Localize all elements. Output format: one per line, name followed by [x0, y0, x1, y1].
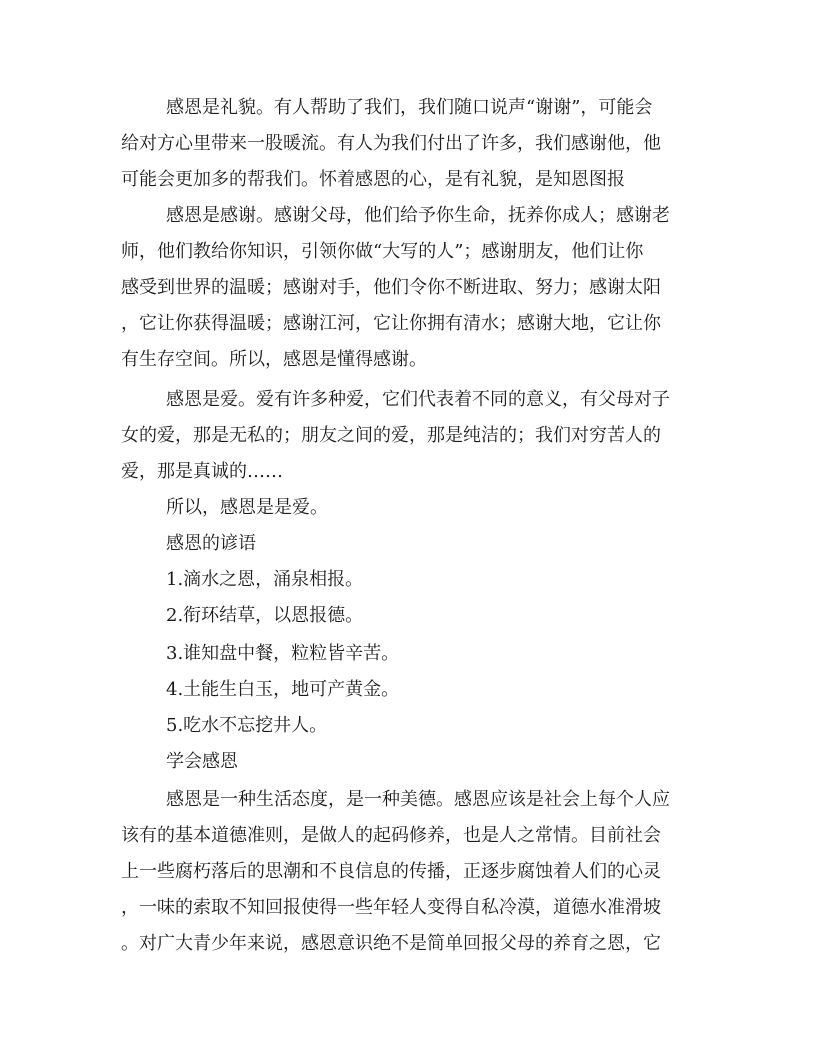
text-line: 感恩是感谢。感谢父母，他们给予你生命，抚养你成人；感谢老 [166, 205, 670, 226]
text-line: 女的爱，那是无私的；朋友之间的爱，那是纯洁的；我们对穷苦人的 [121, 425, 661, 446]
section-heading: 感恩的谚语 [166, 533, 256, 554]
text-line: 所以，感恩是是爱。 [166, 497, 328, 518]
text-line: 感恩是一种生活态度，是一种美德。感恩应该是社会上每个人应 [166, 789, 670, 810]
text-line: 感恩是爱。爱有许多种爱，它们代表着不同的意义，有父母对子 [166, 389, 670, 410]
list-item: 1.滴水之恩，涌泉相报。 [166, 569, 364, 590]
text-line: ，一味的索取不知回报使得一些年轻人变得自私冷漠，道德水准滑坡 [121, 897, 661, 918]
text-line: 给对方心里带来一股暖流。有人为我们付出了许多，我们感谢他，他 [121, 133, 661, 154]
text-line: 师，他们教给你知识，引领你做“大写的人”；感谢朋友，他们让你 [121, 241, 644, 262]
text-line: 感恩是礼貌。有人帮助了我们，我们随口说声“谢谢”，可能会 [166, 97, 653, 118]
list-item: 5.吃水不忘挖井人。 [166, 715, 328, 736]
text-line: ，它让你获得温暖；感谢江河，它让你拥有清水；感谢大地，它让你 [121, 313, 661, 334]
text-line: 该有的基本道德准则，是做人的起码修养，也是人之常情。目前社会 [121, 825, 661, 846]
section-heading: 学会感恩 [166, 751, 238, 772]
text-line: 上一些腐朽落后的思潮和不良信息的传播，正逐步腐蚀着人们的心灵 [121, 861, 661, 882]
text-line: 可能会更加多的帮我们。怀着感恩的心，是有礼貌，是知恩图报 [121, 169, 625, 190]
text-line: 感受到世界的温暖；感谢对手，他们令你不断进取、努力；感谢太阳 [121, 277, 661, 298]
text-line: 。对广大青少年来说，感恩意识绝不是简单回报父母的养育之恩，它 [121, 933, 661, 954]
list-item: 3.谁知盘中餐，粒粒皆辛苦。 [166, 643, 400, 664]
text-line: 有生存空间。所以，感恩是懂得感谢。 [121, 349, 427, 370]
list-item: 2.衔环结草，以恩报德。 [166, 605, 364, 626]
text-line: 爱，那是真诚的…… [121, 461, 283, 482]
list-item: 4.土能生白玉，地可产黄金。 [166, 679, 400, 700]
